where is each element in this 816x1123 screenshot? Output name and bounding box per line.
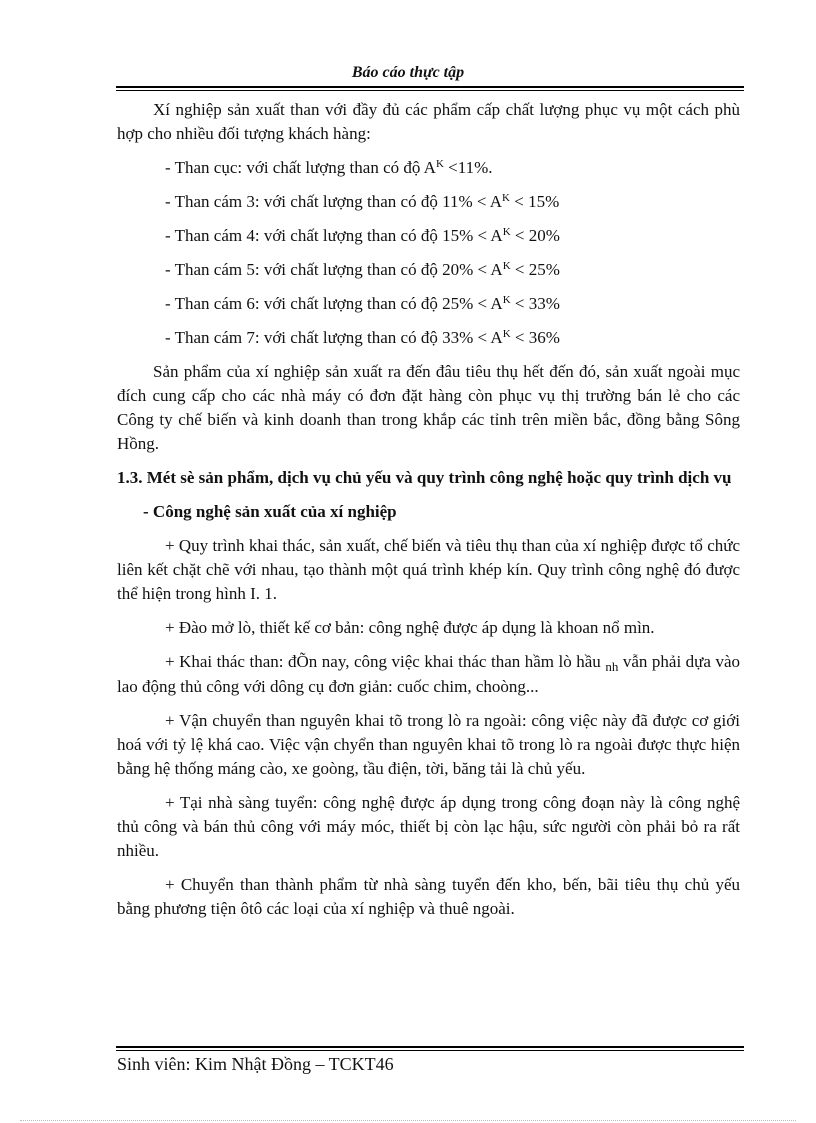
section-heading: 1.3. Mét sè sản phẩm, dịch vụ chủ yếu và quy trình công nghệ hoặc quy trình dịch vụ xyxy=(117,468,732,487)
grade-item: - Than cám 6: với chất lượng than có độ $25\% < A^K < 33\%$ xyxy=(165,294,560,313)
footer-student: Sinh viên: Kim Nhật Đồng – TCKT46 xyxy=(117,1054,394,1074)
intro-paragraph: Xí nghiệp sản xuất than với đầy đủ các phẩm cấp chất lượng phục vụ một cách phù hợp cho nhiều đối tượng khách hàng: xyxy=(117,100,740,143)
grade-item: - Than cục: với chất lượng than có độ $A^K <11\%$. xyxy=(165,158,493,177)
grade-item: - Than cám 5: với chất lượng than có độ $20\% < A^K < 25\%$ xyxy=(165,260,560,279)
process-paragraph: + Khai thác than: đÕn nay, công việc khai thác than hầm lò hầu $_{nh}$ vẫn phải dựa vào lao động thủ công với dông cụ đơn giản: cuốc chim, choòng... xyxy=(117,652,740,696)
process-paragraph: + Tại nhà sàng tuyển: công nghệ được áp dụng trong công đoạn này là công nghệ thủ công và bán thủ công với máy móc, thiết bị còn lạc hậu, sức người còn phải bỏ ra rất nhiều. xyxy=(117,793,740,860)
page-header-title: Báo cáo thực tập xyxy=(351,64,465,81)
process-paragraph: + Quy trình khai thác, sản xuất, chế biến và tiêu thụ than của xí nghiệp được tổ chức liên kết chặt chẽ với nhau, tạo thành một quá trình khép kín. Quy trình công nghệ đó được thể hiện trong hình I. 1. xyxy=(117,536,740,603)
grade-item: - Than cám 3: với chất lượng than có độ $11\% < A^K < 15\%$ xyxy=(165,192,560,211)
subheading: - Công nghệ sản xuất của xí nghiệp xyxy=(143,502,397,521)
process-paragraph: + Chuyển than thành phẩm từ nhà sàng tuyển đến kho, bến, bãi tiêu thụ chủ yếu bằng phương tiện ôtô các loại của xí nghiệp và thuê ngoài. xyxy=(117,875,740,918)
process-paragraph: + Đào mở lò, thiết kế cơ bản: công nghệ được áp dụng là khoan nổ mìn. xyxy=(165,618,655,637)
header-rule xyxy=(116,86,744,91)
products-paragraph: Sản phẩm của xí nghiệp sản xuất ra đến đâu tiêu thụ hết đến đó, sản xuất ngoài mục đích cung cấp cho các nhà máy có đơn đặt hàng còn phục vụ thị trường bán lẻ cho các Công ty chế biến và kinh doanh than trong khắp các tỉnh trên miền bắc, đồng bằng Sông Hồng. xyxy=(117,362,740,453)
grade-item: - Than cám 7: với chất lượng than có độ $33\% < A^K < 36\%$ xyxy=(165,328,560,347)
page-edge-divider xyxy=(20,1120,796,1121)
document-body xyxy=(117,98,740,921)
footer-rule xyxy=(116,1046,744,1051)
grade-item: - Than cám 4: với chất lượng than có độ $15\% < A^K < 20\%$ xyxy=(165,226,560,245)
process-paragraph: + Vận chuyển than nguyên khai tõ trong lò ra ngoài: công việc này đã được cơ giới hoá với tỷ lệ khá cao. Việc vận chyển than nguyên khai tõ trong lò ra ngoài được thực hiện bằng hệ thống máng cào, xe goòng, tầu điện, tời, băng tải là chủ yếu. xyxy=(117,711,740,778)
